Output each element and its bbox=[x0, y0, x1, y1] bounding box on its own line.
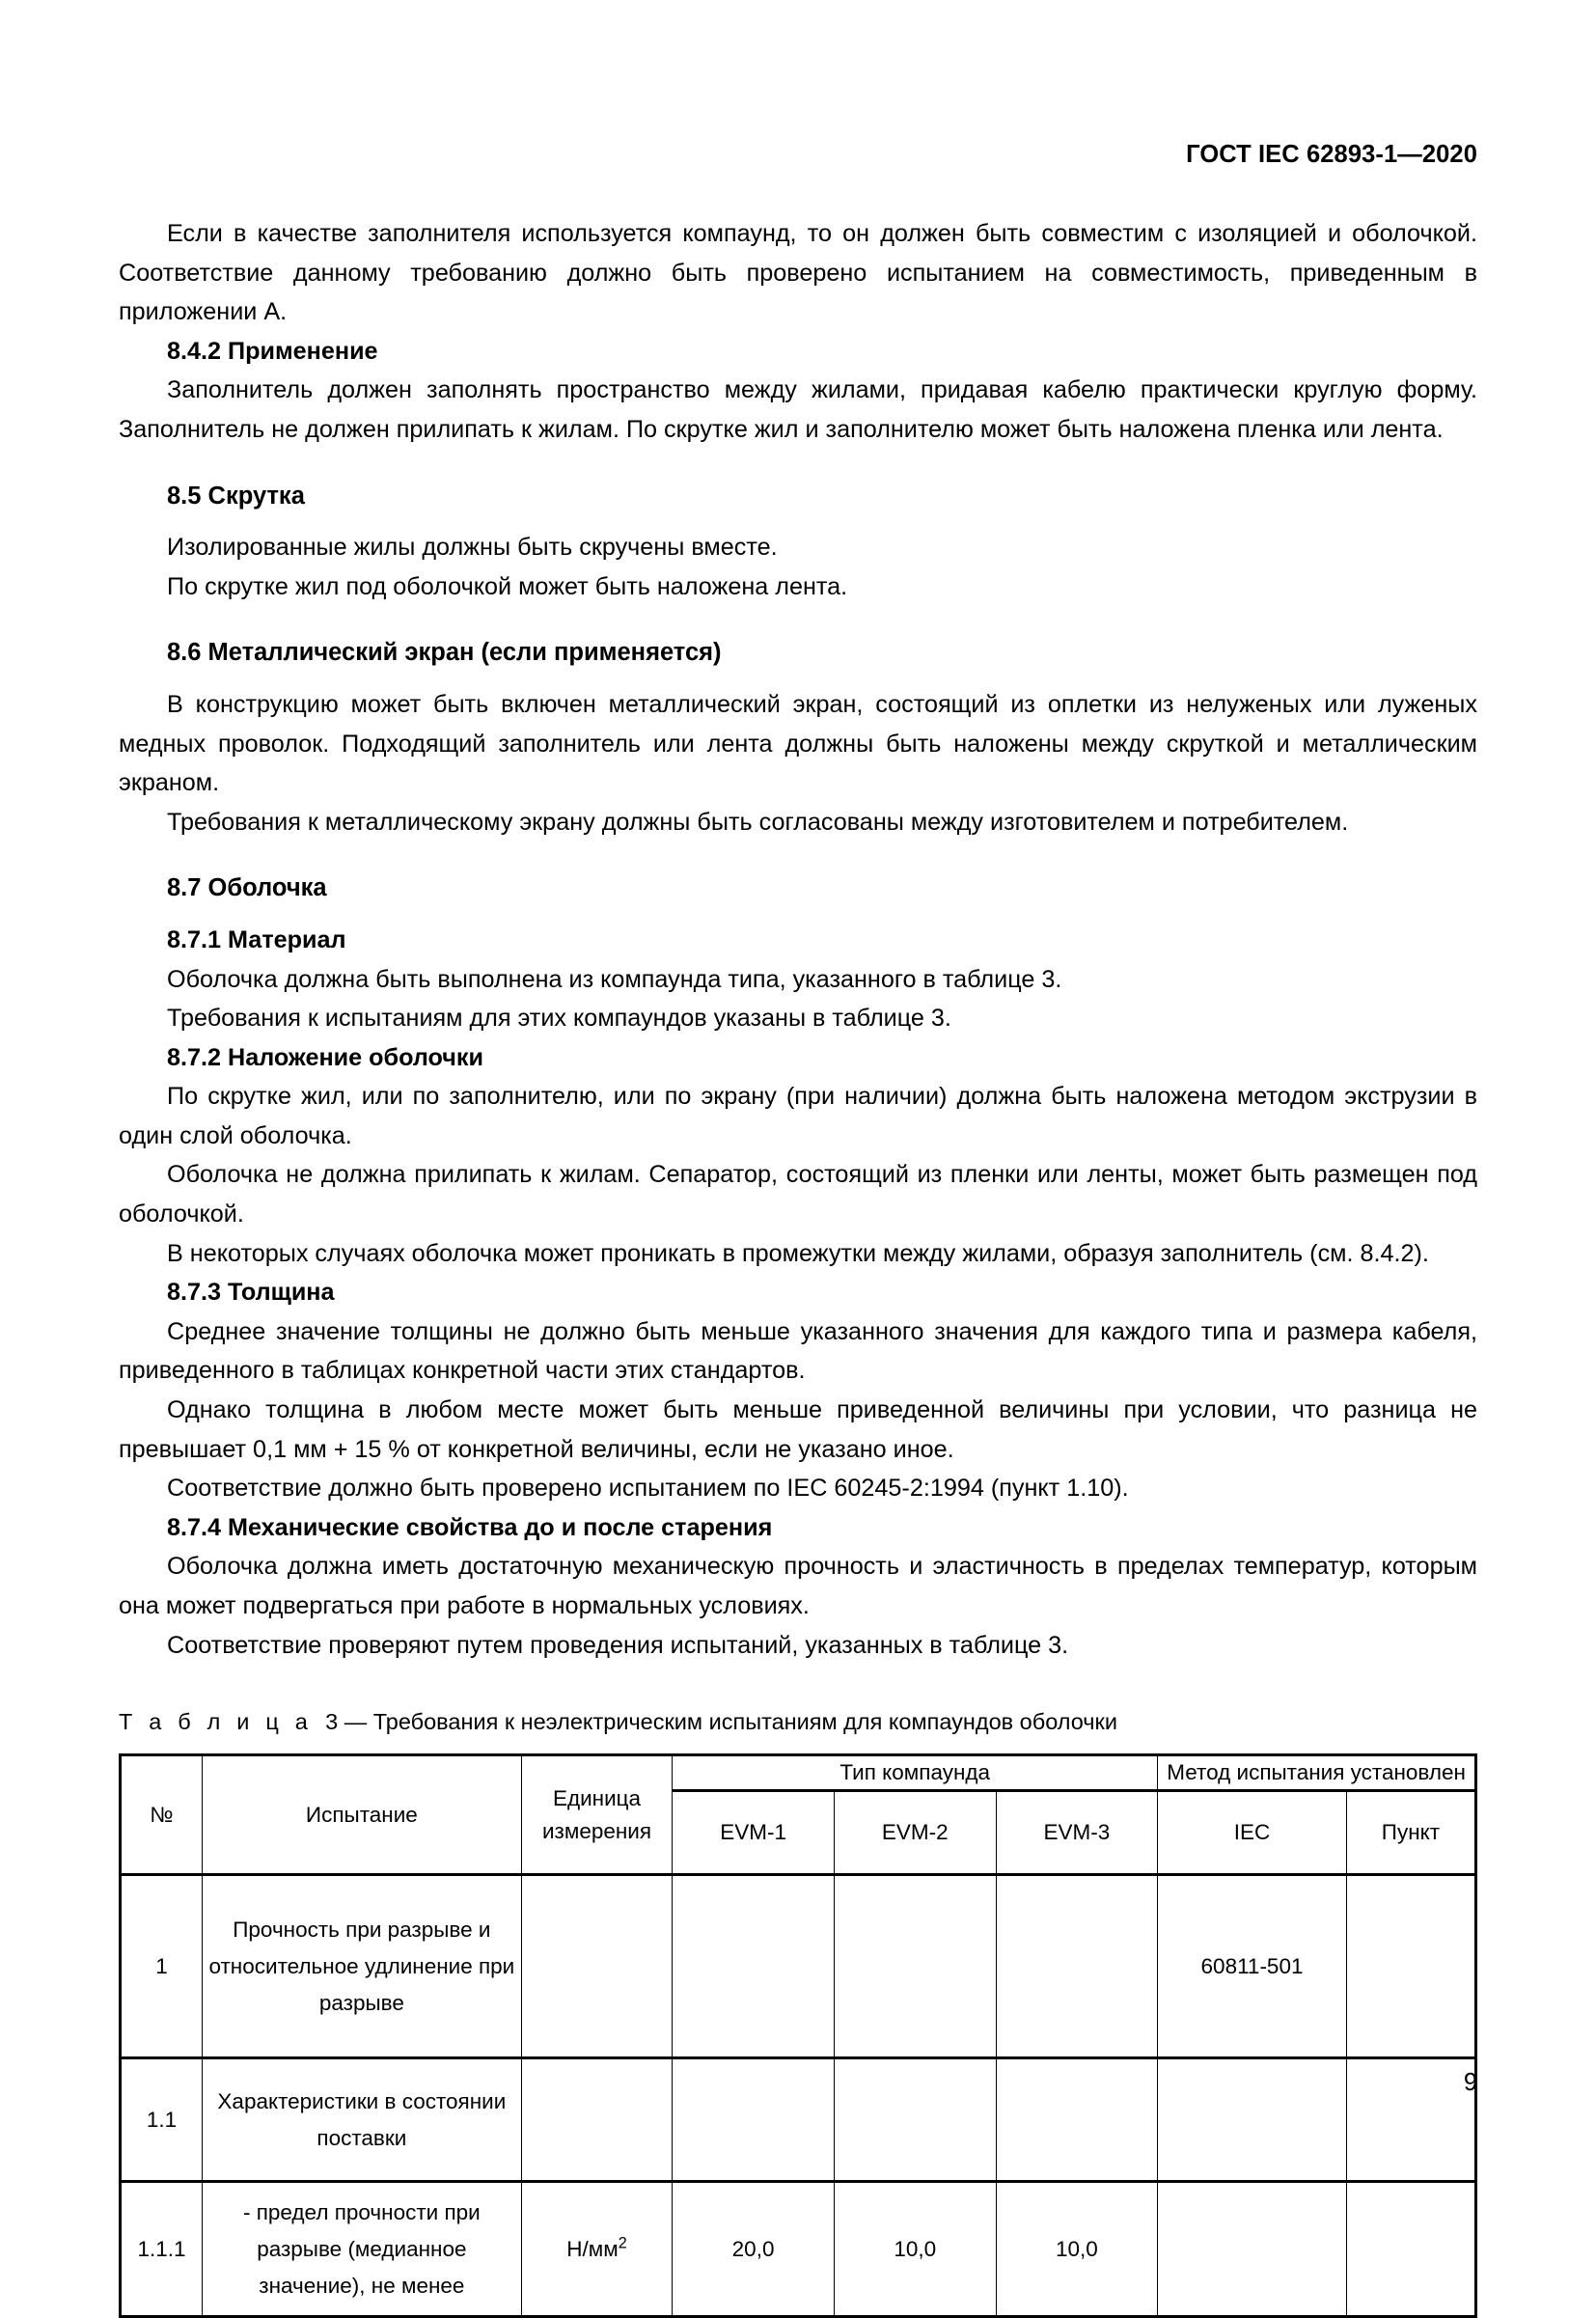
table-row bbox=[121, 1875, 1476, 2058]
header-cell-compound-type: Тип компаунда bbox=[673, 1755, 1158, 1791]
cell-evm1 bbox=[673, 1875, 835, 2058]
cell-punkt bbox=[1346, 2058, 1475, 2182]
table-header-row-1 bbox=[121, 1755, 1476, 1791]
heading-8-6: 8.6 Металлический экран (если применяется) bbox=[167, 639, 722, 667]
paragraph-8-4-2: Заполнитель должен заполнять пространство между жилами, придавая кабелю практически круглую форму. Заполнитель не должен прилипать к жилам. По скрутке жил и заполнителю может быть наложена пленка или лента. bbox=[119, 376, 1477, 443]
cell-unit-base: Н/мм bbox=[566, 2236, 619, 2261]
paragraph-8-7-2-b: Оболочка не должна прилипать к жилам. Сепаратор, состоящий из пленки или ленты, может быть размещен под оболочкой. bbox=[119, 1161, 1477, 1228]
cell-punkt bbox=[1346, 2182, 1475, 2317]
cell-evm2 bbox=[834, 2058, 996, 2182]
paragraph-8-6-a: В конструкцию может быть включен металлический экран, состоящий из оплетки из нелуженых или луженых медных проволок. Подходящий заполнитель или лента должны быть наложены между скруткой и металлическим экраном. bbox=[119, 690, 1477, 797]
header-cell-test: Испытание bbox=[202, 1755, 521, 1875]
header-cell-no: № bbox=[121, 1755, 203, 1875]
header-cell-iec: IEC bbox=[1158, 1791, 1347, 1875]
header-cell-punkt: Пункт bbox=[1346, 1791, 1475, 1875]
paragraph-filler-compound: Если в качестве заполнителя используется компаунд, то он должен быть совместим с изоляцией и оболочкой. Соответствие данному требованию должно быть проверено испытанием на совместимость, приведенным в приложении А. bbox=[119, 220, 1477, 326]
page-number: 9 bbox=[1463, 2068, 1477, 2096]
cell-unit bbox=[521, 2058, 672, 2182]
table-3-body bbox=[121, 1875, 1476, 2317]
paragraph-8-7-2-c: В некоторых случаях оболочка может проникать в промежутки между жилами, образуя заполнитель (см. 8.4.2). bbox=[167, 1239, 1429, 1267]
table-caption-text: Требования к неэлектрическим испытаниям для компаундов оболочки bbox=[372, 1709, 1117, 1735]
cell-evm2: 10,0 bbox=[834, 2182, 996, 2317]
paragraph-8-7-3-b: Однако толщина в любом месте может быть меньше приведенной величины при условии, что разница не превышает 0,1 мм + 15 % от конкретной величины, если не указано иное. bbox=[119, 1396, 1477, 1463]
cell-test: - предел прочности при разрыве (медианное значение), не менее bbox=[202, 2182, 521, 2317]
table-3-requirements bbox=[119, 1753, 1477, 2318]
running-header-standard-title: ГОСТ IEC 62893-1—2020 bbox=[1186, 141, 1477, 168]
heading-8-4-2: 8.4.2 Применение bbox=[167, 337, 378, 365]
table-3-caption bbox=[119, 1705, 1477, 1738]
document-body bbox=[119, 214, 1477, 2318]
header-cell-evm2: EVM-2 bbox=[834, 1791, 996, 1875]
paragraph-8-7-1-b: Требования к испытаниям для этих компаундов указаны в таблице 3. bbox=[167, 1005, 951, 1033]
table-caption-dash: — bbox=[344, 1709, 368, 1735]
spacer bbox=[119, 908, 1477, 921]
heading-8-5: 8.5 Скрутка bbox=[167, 482, 305, 510]
cell-test: Прочность при разрыве и относительное удлинение при разрыве bbox=[202, 1875, 521, 2058]
cell-no: 1.1 bbox=[121, 2058, 203, 2182]
paragraph-8-5-b: По скрутке жил под оболочкой может быть наложена лента. bbox=[167, 572, 848, 600]
cell-no: 1.1.1 bbox=[121, 2182, 203, 2317]
cell-unit bbox=[521, 2182, 672, 2317]
heading-8-7-2: 8.7.2 Наложение оболочки bbox=[167, 1043, 484, 1071]
paragraph-8-7-4-a: Оболочка должна иметь достаточную механическую прочность и эластичность в пределах температур, которым она может подвергаться при работе в нормальных условиях. bbox=[119, 1553, 1477, 1619]
spacer bbox=[119, 842, 1477, 869]
table-caption-number: 3 bbox=[325, 1709, 339, 1735]
table-caption-number-space bbox=[313, 1709, 325, 1734]
cell-iec: 60811-501 bbox=[1158, 1875, 1347, 2058]
cell-punkt bbox=[1346, 1875, 1475, 2058]
paragraph-8-7-2-a: По скрутке жил, или по заполнителю, или по экрану (при наличии) должна быть наложена методом экструзии в один слой оболочка. bbox=[119, 1083, 1477, 1149]
paragraph-8-7-1-a: Оболочка должна быть выполнена из компаунда типа, указанного в таблице 3. bbox=[167, 965, 1062, 993]
header-cell-evm3: EVM-3 bbox=[996, 1791, 1158, 1875]
table-caption-label: Т а б л и ц а bbox=[119, 1709, 314, 1735]
spacer bbox=[119, 450, 1477, 477]
paragraph-8-6-b: Требования к металлическому экрану должны быть согласованы между изготовителем и потребителем. bbox=[167, 808, 1349, 836]
cell-evm3 bbox=[996, 1875, 1158, 2058]
spacer bbox=[119, 606, 1477, 633]
heading-8-7: 8.7 Оболочка bbox=[167, 874, 327, 902]
cell-evm1: 20,0 bbox=[673, 2182, 835, 2317]
cell-no: 1 bbox=[121, 1875, 203, 2058]
cell-evm3: 10,0 bbox=[996, 2182, 1158, 2317]
paragraph-8-7-4-b: Соответствие проверяют путем проведения испытаний, указанных в таблице 3. bbox=[167, 1631, 1069, 1659]
cell-evm3 bbox=[996, 2058, 1158, 2182]
table-row bbox=[121, 2058, 1476, 2182]
table-3-head bbox=[121, 1755, 1476, 1875]
paragraph-8-7-3-c: Соответствие должно быть проверено испытанием по IEC 60245-2:1994 (пункт 1.10). bbox=[167, 1475, 1129, 1503]
cell-test: Характеристики в состоянии поставки bbox=[202, 2058, 521, 2182]
cell-iec bbox=[1158, 2182, 1347, 2317]
header-cell-evm1: EVM-1 bbox=[673, 1791, 835, 1875]
header-cell-unit: Единица измерения bbox=[521, 1755, 672, 1875]
paragraph-8-5-a: Изолированные жилы должны быть скручены вместе. bbox=[167, 534, 778, 562]
heading-8-7-1: 8.7.1 Материал bbox=[167, 925, 346, 953]
spacer bbox=[119, 515, 1477, 528]
cell-evm1 bbox=[673, 2058, 835, 2182]
cell-evm2 bbox=[834, 1875, 996, 2058]
spacer bbox=[119, 673, 1477, 685]
heading-8-7-3: 8.7.3 Толщина bbox=[167, 1279, 335, 1307]
paragraph-8-7-3-a: Среднее значение толщины не должно быть меньше указанного значения для каждого типа и размера кабеля, приведенного в таблицах конкретной части этих стандартов. bbox=[119, 1317, 1477, 1385]
header-cell-method-set: Метод испытания установлен bbox=[1158, 1755, 1476, 1791]
cell-unit-exponent: 2 bbox=[618, 2234, 627, 2252]
heading-8-7-4: 8.7.4 Механические свойства до и после старения bbox=[167, 1513, 773, 1541]
cell-unit bbox=[521, 1875, 672, 2058]
table-row bbox=[121, 2182, 1476, 2317]
cell-iec bbox=[1158, 2058, 1347, 2182]
